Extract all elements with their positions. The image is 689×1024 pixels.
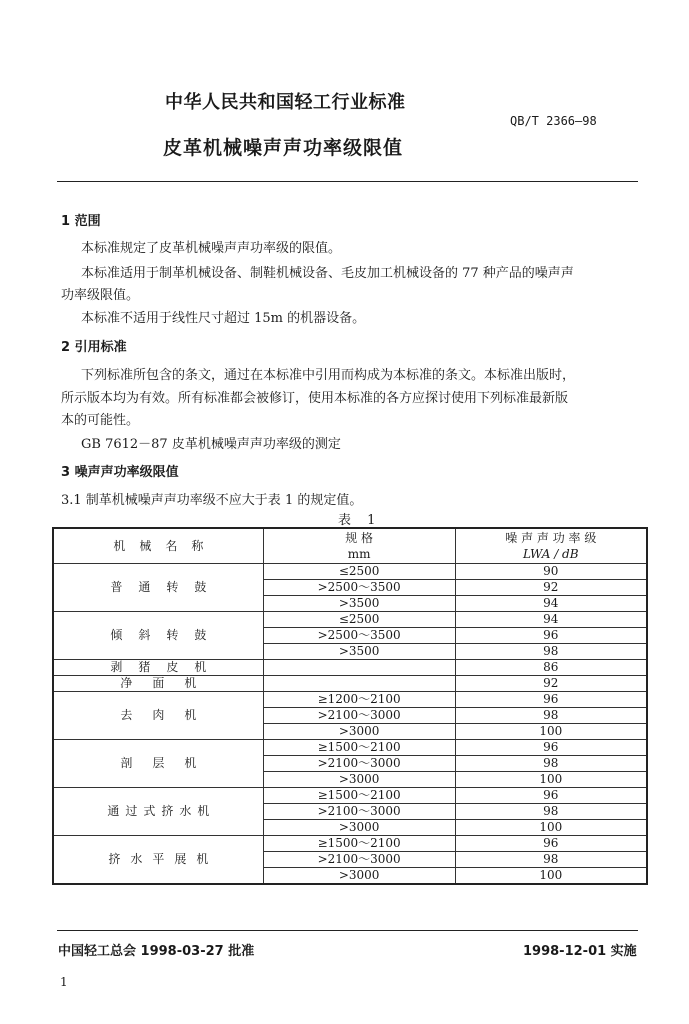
machine-name-cell: 普通转鼓 — [53, 564, 263, 612]
table-row — [53, 740, 647, 756]
machine-name-cell: 剖层机 — [53, 740, 263, 788]
table-row — [53, 676, 647, 692]
level-cell: 94 — [455, 612, 647, 628]
header-level-unit: LWA / dB — [523, 547, 579, 561]
section-1-paragraph-3: 本标准不适用于线性尺寸超过 15m 的机器设备。 — [81, 311, 366, 326]
header-divider — [57, 181, 638, 182]
machine-name-cell: 挤水平展机 — [53, 836, 263, 885]
spec-cell: >3500 — [263, 596, 455, 612]
standard-code: QB/T 2366—98 — [510, 114, 597, 128]
header-level — [455, 528, 647, 564]
level-cell: 94 — [455, 596, 647, 612]
level-cell: 96 — [455, 692, 647, 708]
spec-cell — [263, 676, 455, 692]
level-cell: 98 — [455, 644, 647, 660]
spec-cell: >2100～3000 — [263, 708, 455, 724]
header-level-label: 噪 声 声 功 率 级 — [505, 531, 597, 545]
table-row — [53, 612, 647, 628]
table-row — [53, 692, 647, 708]
table-row — [53, 788, 647, 804]
level-cell: 100 — [455, 820, 647, 836]
spec-cell: >2100～3000 — [263, 756, 455, 772]
section-2-paragraph-line-3: 本的可能性。 — [61, 413, 140, 428]
spec-cell: >3500 — [263, 644, 455, 660]
level-cell: 98 — [455, 804, 647, 820]
spec-cell: >3000 — [263, 724, 455, 740]
level-cell: 98 — [455, 708, 647, 724]
implementation-date: 1998-12-01 实施 — [523, 944, 637, 959]
header-spec — [263, 528, 455, 564]
level-cell: 100 — [455, 772, 647, 788]
table-row — [53, 836, 647, 852]
spec-cell: ≥1500～2100 — [263, 836, 455, 852]
spec-cell: >3000 — [263, 772, 455, 788]
table-header-row — [53, 528, 647, 564]
section-1-paragraph-1: 本标准规定了皮革机械噪声声功率级的限值。 — [81, 241, 342, 256]
page-number: 1 — [60, 975, 68, 989]
spec-cell: >2100～3000 — [263, 804, 455, 820]
approval-line: 中国轻工总会 1998-03-27 批准 — [58, 944, 255, 959]
referenced-standard: GB 7612－87 皮革机械噪声声功率级的测定 — [81, 437, 341, 452]
machine-name-cell: 剥猪皮机 — [53, 660, 263, 676]
level-cell: 96 — [455, 740, 647, 756]
spec-cell: >3000 — [263, 868, 455, 885]
level-cell: 96 — [455, 836, 647, 852]
level-cell: 96 — [455, 788, 647, 804]
spec-cell — [263, 660, 455, 676]
machine-name-cell: 倾斜转鼓 — [53, 612, 263, 660]
table-row — [53, 564, 647, 580]
machine-name-cell: 通过式挤水机 — [53, 788, 263, 836]
machine-name-cell: 去肉机 — [53, 692, 263, 740]
level-cell: 100 — [455, 724, 647, 740]
header-spec-unit: mm — [347, 547, 371, 561]
section-1-paragraph-2: 本标准适用于制革机械设备、制鞋机械设备、毛皮加工机械设备的 77 种产品的噪声声 — [81, 266, 574, 281]
section-2-paragraph: 下列标准所包含的条文，通过在本标准中引用而构成为本标准的条文。本标准出版时， — [81, 368, 576, 383]
footer-divider — [57, 930, 638, 931]
level-cell: 92 — [455, 676, 647, 692]
spec-cell: ≥1500～2100 — [263, 788, 455, 804]
level-cell: 90 — [455, 564, 647, 580]
level-cell: 98 — [455, 852, 647, 868]
level-cell: 96 — [455, 628, 647, 644]
issuing-organization: 中华人民共和国轻工行业标准 — [165, 92, 406, 113]
spec-cell: >2500～3500 — [263, 628, 455, 644]
section-2-paragraph-line-2: 所示版本均为有效。所有标准都会被修订，使用本标准的各方应探讨使用下列标准最新版 — [61, 391, 569, 406]
section-1-paragraph-2-cont: 功率级限值。 — [61, 288, 140, 303]
level-cell: 98 — [455, 756, 647, 772]
spec-cell: >3000 — [263, 820, 455, 836]
level-cell: 100 — [455, 868, 647, 885]
spec-cell: ≤2500 — [263, 612, 455, 628]
spec-cell: ≤2500 — [263, 564, 455, 580]
clause-3-1: 3.1 制革机械噪声声功率级不应大于表 1 的规定值。 — [61, 493, 363, 508]
table-row — [53, 660, 647, 676]
spec-cell: >2500～3500 — [263, 580, 455, 596]
spec-cell: ≥1200～2100 — [263, 692, 455, 708]
header-spec-label: 规 格 — [345, 531, 374, 545]
section-1-heading: 1 范围 — [61, 214, 101, 229]
machine-name-cell: 净面机 — [53, 676, 263, 692]
section-2-heading: 2 引用标准 — [61, 340, 127, 355]
level-cell: 92 — [455, 580, 647, 596]
noise-limit-table — [52, 527, 648, 885]
level-cell: 86 — [455, 660, 647, 676]
document-title: 皮革机械噪声声功率级限值 — [163, 137, 404, 159]
spec-cell: ≥1500～2100 — [263, 740, 455, 756]
header-machine-name: 机械名称 — [53, 528, 263, 564]
spec-cell: >2100～3000 — [263, 852, 455, 868]
section-3-heading: 3 噪声声功率级限值 — [61, 465, 179, 480]
table-caption: 表 1 — [338, 513, 382, 528]
